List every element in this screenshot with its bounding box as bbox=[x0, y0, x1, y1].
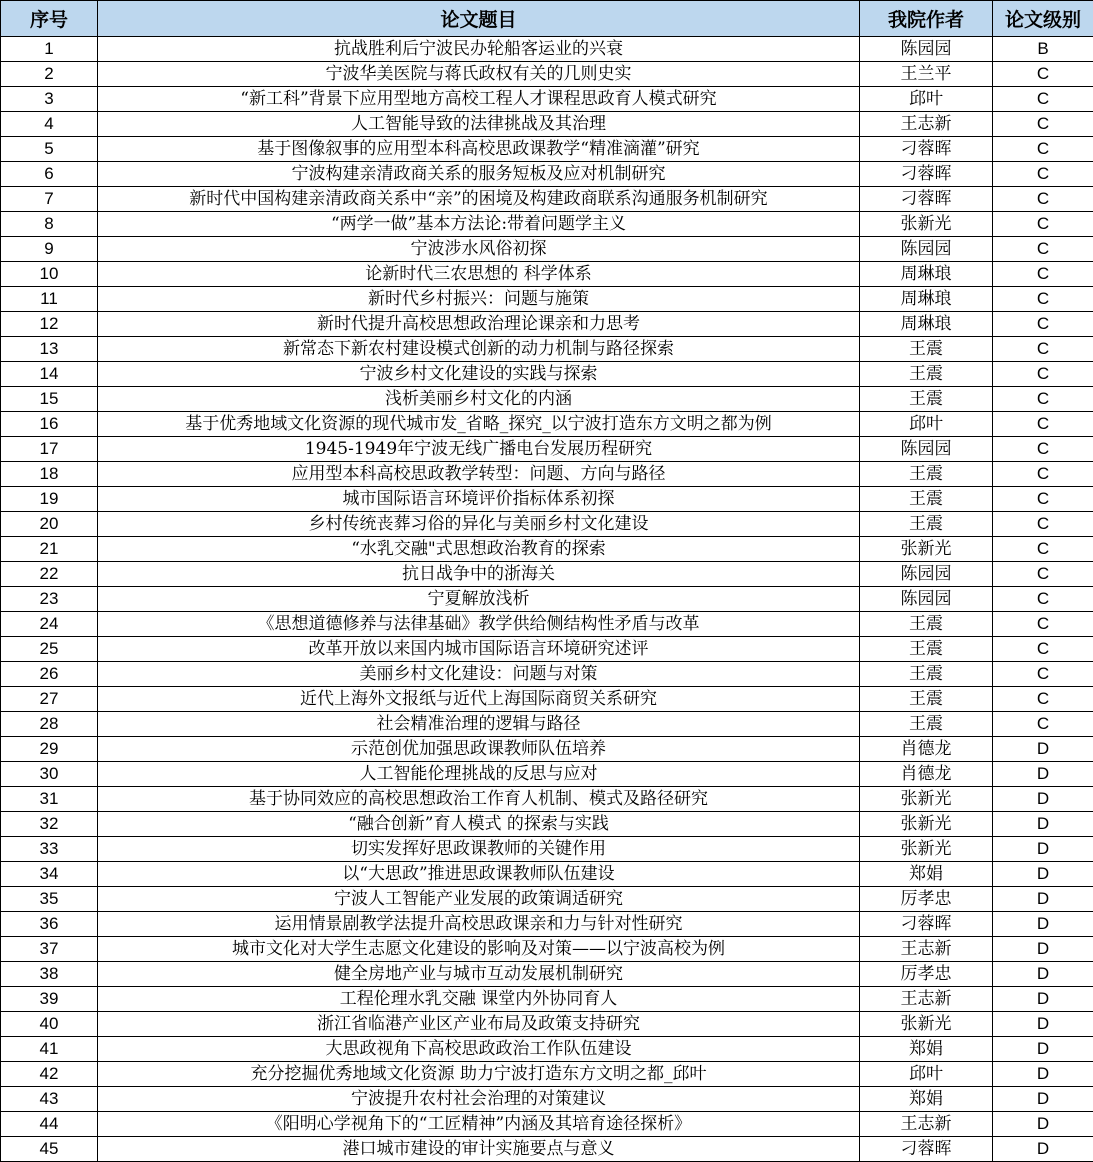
row-level: C bbox=[993, 112, 1093, 137]
row-index: 24 bbox=[1, 612, 98, 637]
header-author: 我院作者 bbox=[860, 1, 993, 37]
row-author: 王志新 bbox=[860, 1112, 993, 1137]
row-author: 周琳琅 bbox=[860, 287, 993, 312]
table-row bbox=[1, 637, 1093, 662]
row-index: 9 bbox=[1, 237, 98, 262]
row-index: 11 bbox=[1, 287, 98, 312]
row-author: 张新光 bbox=[860, 787, 993, 812]
row-level: C bbox=[993, 337, 1093, 362]
row-author: 邱叶 bbox=[860, 412, 993, 437]
row-title: 充分挖掘优秀地域文化资源 助力宁波打造东方文明之都_邱叶 bbox=[98, 1062, 860, 1087]
row-level: C bbox=[993, 712, 1093, 737]
row-author: 张新光 bbox=[860, 537, 993, 562]
table-row bbox=[1, 337, 1093, 362]
row-title: 《阳明心学视角下的“工匠精神”内涵及其培育途径探析》 bbox=[98, 1112, 860, 1137]
header-title: 论文题目 bbox=[98, 1, 860, 37]
row-index: 2 bbox=[1, 62, 98, 87]
row-level: C bbox=[993, 137, 1093, 162]
row-title: 改革开放以来国内城市国际语言环境研究述评 bbox=[98, 637, 860, 662]
row-author: 邱叶 bbox=[860, 1062, 993, 1087]
table-row bbox=[1, 787, 1093, 812]
row-level: D bbox=[993, 912, 1093, 937]
row-author: 王震 bbox=[860, 712, 993, 737]
row-index: 14 bbox=[1, 362, 98, 387]
row-level: C bbox=[993, 487, 1093, 512]
row-title: 切实发挥好思政课教师的关键作用 bbox=[98, 837, 860, 862]
row-level: D bbox=[993, 1012, 1093, 1037]
row-title: 宁波人工智能产业发展的政策调适研究 bbox=[98, 887, 860, 912]
row-level: C bbox=[993, 87, 1093, 112]
row-author: 王震 bbox=[860, 387, 993, 412]
table-row bbox=[1, 812, 1093, 837]
row-index: 39 bbox=[1, 987, 98, 1012]
table-row bbox=[1, 1087, 1093, 1112]
row-index: 25 bbox=[1, 637, 98, 662]
row-title: 乡村传统丧葬习俗的异化与美丽乡村文化建设 bbox=[98, 512, 860, 537]
row-index: 4 bbox=[1, 112, 98, 137]
row-title: 示范创优加强思政课教师队伍培养 bbox=[98, 737, 860, 762]
row-author: 王志新 bbox=[860, 937, 993, 962]
row-author: 邱叶 bbox=[860, 87, 993, 112]
row-level: D bbox=[993, 937, 1093, 962]
row-author: 张新光 bbox=[860, 812, 993, 837]
table-row bbox=[1, 162, 1093, 187]
table-row bbox=[1, 487, 1093, 512]
row-title: 论新时代三农思想的 科学体系 bbox=[98, 262, 860, 287]
row-author: 周琳琅 bbox=[860, 312, 993, 337]
row-level: C bbox=[993, 62, 1093, 87]
row-index: 35 bbox=[1, 887, 98, 912]
row-index: 21 bbox=[1, 537, 98, 562]
row-level: D bbox=[993, 787, 1093, 812]
row-index: 37 bbox=[1, 937, 98, 962]
row-title: 社会精准治理的逻辑与路径 bbox=[98, 712, 860, 737]
row-level: C bbox=[993, 562, 1093, 587]
table-row bbox=[1, 1112, 1093, 1137]
row-level: C bbox=[993, 387, 1093, 412]
row-level: C bbox=[993, 437, 1093, 462]
row-title: 浅析美丽乡村文化的内涵 bbox=[98, 387, 860, 412]
table-row bbox=[1, 112, 1093, 137]
table-row bbox=[1, 237, 1093, 262]
row-index: 19 bbox=[1, 487, 98, 512]
row-index: 40 bbox=[1, 1012, 98, 1037]
row-level: D bbox=[993, 962, 1093, 987]
row-index: 7 bbox=[1, 187, 98, 212]
row-level: D bbox=[993, 987, 1093, 1012]
row-index: 30 bbox=[1, 762, 98, 787]
row-level: D bbox=[993, 1137, 1093, 1162]
row-author: 陈园园 bbox=[860, 37, 993, 62]
row-author: 陈园园 bbox=[860, 587, 993, 612]
row-author: 王志新 bbox=[860, 987, 993, 1012]
row-level: C bbox=[993, 212, 1093, 237]
row-author: 王震 bbox=[860, 487, 993, 512]
row-author: 王震 bbox=[860, 637, 993, 662]
row-index: 36 bbox=[1, 912, 98, 937]
table-row bbox=[1, 512, 1093, 537]
row-index: 44 bbox=[1, 1112, 98, 1137]
table-row bbox=[1, 837, 1093, 862]
table-row bbox=[1, 212, 1093, 237]
row-author: 王志新 bbox=[860, 112, 993, 137]
row-level: B bbox=[993, 37, 1093, 62]
row-level: D bbox=[993, 1037, 1093, 1062]
row-title: “新工科”背景下应用型地方高校工程人才课程思政育人模式研究 bbox=[98, 87, 860, 112]
row-index: 13 bbox=[1, 337, 98, 362]
header-level: 论文级别 bbox=[993, 1, 1093, 37]
row-index: 34 bbox=[1, 862, 98, 887]
table-row bbox=[1, 262, 1093, 287]
table-row bbox=[1, 187, 1093, 212]
row-title: 运用情景剧教学法提升高校思政课亲和力与针对性研究 bbox=[98, 912, 860, 937]
row-author: 王震 bbox=[860, 512, 993, 537]
header-row bbox=[1, 1, 1093, 37]
row-index: 10 bbox=[1, 262, 98, 287]
row-level: D bbox=[993, 887, 1093, 912]
row-index: 41 bbox=[1, 1037, 98, 1062]
row-author: 郑娟 bbox=[860, 862, 993, 887]
row-title: 近代上海外文报纸与近代上海国际商贸关系研究 bbox=[98, 687, 860, 712]
row-level: C bbox=[993, 587, 1093, 612]
row-title: 基于协同效应的高校思想政治工作育人机制、模式及路径研究 bbox=[98, 787, 860, 812]
row-title: 浙江省临港产业区产业布局及政策支持研究 bbox=[98, 1012, 860, 1037]
row-level: D bbox=[993, 762, 1093, 787]
row-index: 12 bbox=[1, 312, 98, 337]
table-row bbox=[1, 737, 1093, 762]
row-level: D bbox=[993, 862, 1093, 887]
row-author: 陈园园 bbox=[860, 237, 993, 262]
row-index: 17 bbox=[1, 437, 98, 462]
row-level: C bbox=[993, 637, 1093, 662]
row-author: 王震 bbox=[860, 337, 993, 362]
row-title: 基于优秀地域文化资源的现代城市发_省略_探究_以宁波打造东方文明之都为例 bbox=[98, 412, 860, 437]
row-level: C bbox=[993, 687, 1093, 712]
row-title: “水乳交融"式思想政治教育的探索 bbox=[98, 537, 860, 562]
table-row bbox=[1, 287, 1093, 312]
row-author: 张新光 bbox=[860, 837, 993, 862]
table-row bbox=[1, 612, 1093, 637]
table-row bbox=[1, 1037, 1093, 1062]
table-row bbox=[1, 562, 1093, 587]
row-index: 15 bbox=[1, 387, 98, 412]
row-author: 厉孝忠 bbox=[860, 887, 993, 912]
table-row bbox=[1, 662, 1093, 687]
row-title: 城市文化对大学生志愿文化建设的影响及对策——以宁波高校为例 bbox=[98, 937, 860, 962]
row-level: C bbox=[993, 262, 1093, 287]
row-title: 宁波提升农村社会治理的对策建议 bbox=[98, 1087, 860, 1112]
row-author: 张新光 bbox=[860, 1012, 993, 1037]
row-index: 43 bbox=[1, 1087, 98, 1112]
table-row bbox=[1, 412, 1093, 437]
table-row bbox=[1, 887, 1093, 912]
row-level: D bbox=[993, 1062, 1093, 1087]
row-level: C bbox=[993, 187, 1093, 212]
table-row bbox=[1, 62, 1093, 87]
row-index: 26 bbox=[1, 662, 98, 687]
row-author: 周琳琅 bbox=[860, 262, 993, 287]
table-row bbox=[1, 362, 1093, 387]
table-row bbox=[1, 537, 1093, 562]
row-index: 8 bbox=[1, 212, 98, 237]
row-level: C bbox=[993, 537, 1093, 562]
row-title: 新时代提升高校思想政治理论课亲和力思考 bbox=[98, 312, 860, 337]
table-row bbox=[1, 462, 1093, 487]
row-title: 美丽乡村文化建设：问题与对策 bbox=[98, 662, 860, 687]
row-author: 刁蓉晖 bbox=[860, 137, 993, 162]
row-index: 1 bbox=[1, 37, 98, 62]
row-level: D bbox=[993, 837, 1093, 862]
table-body bbox=[1, 37, 1093, 1162]
table-row bbox=[1, 1137, 1093, 1162]
row-title: 工程伦理水乳交融 课堂内外协同育人 bbox=[98, 987, 860, 1012]
table-row bbox=[1, 87, 1093, 112]
table-row bbox=[1, 312, 1093, 337]
row-author: 刁蓉晖 bbox=[860, 1137, 993, 1162]
row-title: 新常态下新农村建设模式创新的动力机制与路径探索 bbox=[98, 337, 860, 362]
row-index: 29 bbox=[1, 737, 98, 762]
row-level: C bbox=[993, 362, 1093, 387]
table-row bbox=[1, 937, 1093, 962]
row-index: 16 bbox=[1, 412, 98, 437]
row-author: 刁蓉晖 bbox=[860, 912, 993, 937]
row-author: 刁蓉晖 bbox=[860, 162, 993, 187]
row-title: 大思政视角下高校思政政治工作队伍建设 bbox=[98, 1037, 860, 1062]
row-index: 6 bbox=[1, 162, 98, 187]
row-title: 港口城市建设的审计实施要点与意义 bbox=[98, 1137, 860, 1162]
table-row bbox=[1, 987, 1093, 1012]
table-row bbox=[1, 687, 1093, 712]
table-row bbox=[1, 862, 1093, 887]
row-title: 新时代中国构建亲清政商关系中“亲”的困境及构建政商联系沟通服务机制研究 bbox=[98, 187, 860, 212]
row-index: 18 bbox=[1, 462, 98, 487]
row-index: 31 bbox=[1, 787, 98, 812]
row-author: 陈园园 bbox=[860, 562, 993, 587]
row-index: 22 bbox=[1, 562, 98, 587]
row-level: D bbox=[993, 737, 1093, 762]
row-title: 宁波华美医院与蒋氏政权有关的几则史实 bbox=[98, 62, 860, 87]
row-title: 人工智能伦理挑战的反思与应对 bbox=[98, 762, 860, 787]
row-author: 厉孝忠 bbox=[860, 962, 993, 987]
row-title: 宁波构建亲清政商关系的服务短板及应对机制研究 bbox=[98, 162, 860, 187]
row-index: 33 bbox=[1, 837, 98, 862]
table-row bbox=[1, 137, 1093, 162]
table-row bbox=[1, 37, 1093, 62]
row-title: 新时代乡村振兴：问题与施策 bbox=[98, 287, 860, 312]
row-index: 45 bbox=[1, 1137, 98, 1162]
row-title: 1945-1949年宁波无线广播电台发展历程研究 bbox=[98, 437, 860, 462]
row-author: 王震 bbox=[860, 662, 993, 687]
row-level: C bbox=[993, 412, 1093, 437]
row-level: D bbox=[993, 812, 1093, 837]
row-author: 郑娟 bbox=[860, 1087, 993, 1112]
table-row bbox=[1, 587, 1093, 612]
row-title: “融合创新”育人模式 的探索与实践 bbox=[98, 812, 860, 837]
row-author: 刁蓉晖 bbox=[860, 187, 993, 212]
table-row bbox=[1, 912, 1093, 937]
row-title: 宁波乡村文化建设的实践与探索 bbox=[98, 362, 860, 387]
row-index: 20 bbox=[1, 512, 98, 537]
table-row bbox=[1, 762, 1093, 787]
row-index: 27 bbox=[1, 687, 98, 712]
row-level: C bbox=[993, 612, 1093, 637]
row-level: D bbox=[993, 1112, 1093, 1137]
row-author: 王兰平 bbox=[860, 62, 993, 87]
table-row bbox=[1, 1012, 1093, 1037]
row-title: 抗日战争中的浙海关 bbox=[98, 562, 860, 587]
row-title: 基于图像叙事的应用型本科高校思政课教学“精准滴灌”研究 bbox=[98, 137, 860, 162]
row-author: 王震 bbox=[860, 462, 993, 487]
row-title: 宁夏解放浅析 bbox=[98, 587, 860, 612]
row-author: 王震 bbox=[860, 687, 993, 712]
row-author: 陈园园 bbox=[860, 437, 993, 462]
row-author: 张新光 bbox=[860, 212, 993, 237]
row-title: 以“大思政”推进思政课教师队伍建设 bbox=[98, 862, 860, 887]
row-title: 《思想道德修养与法律基础》教学供给侧结构性矛盾与改革 bbox=[98, 612, 860, 637]
table-row bbox=[1, 712, 1093, 737]
row-index: 3 bbox=[1, 87, 98, 112]
row-index: 5 bbox=[1, 137, 98, 162]
row-title: 应用型本科高校思政教学转型：问题、方向与路径 bbox=[98, 462, 860, 487]
row-index: 23 bbox=[1, 587, 98, 612]
row-title: 城市国际语言环境评价指标体系初探 bbox=[98, 487, 860, 512]
row-index: 32 bbox=[1, 812, 98, 837]
row-level: C bbox=[993, 237, 1093, 262]
row-index: 38 bbox=[1, 962, 98, 987]
row-level: D bbox=[993, 1087, 1093, 1112]
row-author: 王震 bbox=[860, 362, 993, 387]
row-title: “两学一做”基本方法论:带着问题学主义 bbox=[98, 212, 860, 237]
table-row bbox=[1, 1062, 1093, 1087]
table-row bbox=[1, 962, 1093, 987]
row-title: 人工智能导致的法律挑战及其治理 bbox=[98, 112, 860, 137]
table-row bbox=[1, 437, 1093, 462]
row-title: 健全房地产业与城市互动发展机制研究 bbox=[98, 962, 860, 987]
header-index: 序号 bbox=[1, 1, 98, 37]
row-author: 王震 bbox=[860, 612, 993, 637]
row-title: 抗战胜利后宁波民办轮船客运业的兴衰 bbox=[98, 37, 860, 62]
row-level: C bbox=[993, 162, 1093, 187]
row-author: 肖德龙 bbox=[860, 737, 993, 762]
row-title: 宁波涉水风俗初探 bbox=[98, 237, 860, 262]
row-level: C bbox=[993, 287, 1093, 312]
row-level: C bbox=[993, 512, 1093, 537]
row-index: 28 bbox=[1, 712, 98, 737]
row-level: C bbox=[993, 312, 1093, 337]
row-author: 郑娟 bbox=[860, 1037, 993, 1062]
table-row bbox=[1, 387, 1093, 412]
row-author: 肖德龙 bbox=[860, 762, 993, 787]
row-level: C bbox=[993, 462, 1093, 487]
row-level: C bbox=[993, 662, 1093, 687]
row-index: 42 bbox=[1, 1062, 98, 1087]
table-header bbox=[1, 1, 1093, 37]
